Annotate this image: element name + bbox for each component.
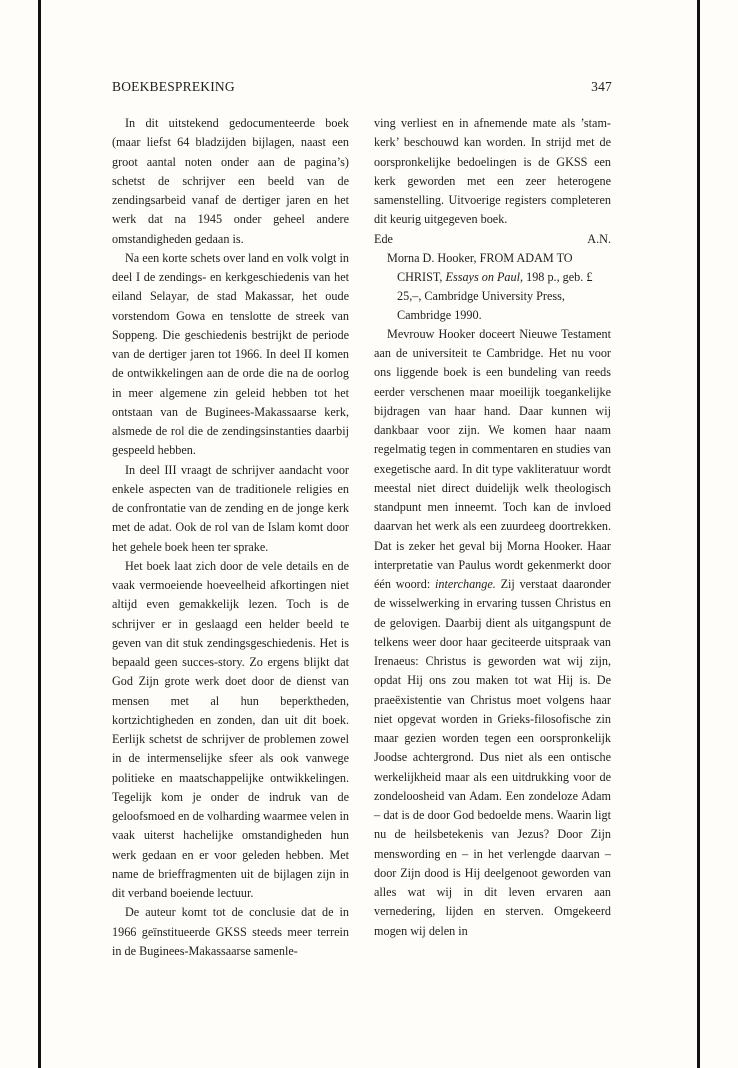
page-number: 347 <box>591 79 612 94</box>
book-subtitle: Essays on Paul, <box>445 269 524 284</box>
review-text-part1: Mevrouw Hooker doceert Nieuwe Testament aan de universiteit te Cambridge. Het nu voor ons liggende boek is een bundeling van reeds eerder verschenen maar moeilijk toegankelijke bijdragen van haar hand. Daar kunnen wij dankbaar voor zijn. We komen haar naam regelmatig tegen in commentaren en studies van exegetische aard. In dit type vakliteratuur wordt meestal niet direct duidelijk welk theologisch standpunt men inneemt. Toch kan de invloed daarvan het werk als een zuurdeeg doortrekken. Dat is zeker het geval bij Morna Hooker. Haar interpretatie van Paulus wordt gekenmerkt door één woord: <box>374 326 611 591</box>
review-text-part2: Zij verstaat daaronder de wisselwerking in ervaring tussen Christus en de gelovigen. Daarbij dient als uitgangspunt de telkens weer door haar geciteerde uitspraak van Irenaeus: Christus is geworden wat wij zijn, opdat Hij ons zou maken tot wat Hij is. De praeëxistentie van Christus moet volgens haar niet opgevat worden in Grieks-filosofische zin maar gezien worden tegen een oorspronkelijk Joodse achtergrond. Dus niet als een ontische werkelijkheid maar als een uitdrukking voor de zondeloosheid van Adam. Een zondeloze Adam – dat is de door God bedoelde mens. Waarin ligt nu de heilsbetekenis van Jezus? Door Zijn menswording en – in het verlengde daarvan – door Zijn dood is Hij deelgenoot geworden van alles wat wij in dit leven ervaren aan vernedering, lijden en sterven. Omgekeerd mogen wij delen in <box>374 577 611 938</box>
paragraph-review-hooker <box>374 325 611 941</box>
scan-left-edge <box>38 0 41 1068</box>
paragraph-intro: In dit uitstekend gedocumenteerde boek (maar liefst 64 bladzijden bijlagen, naast een groot aantal noten onder aan de pagina’s) schetst de schrijver een beeld van de zendingsarbeid vanaf de dertiger jaren en het werk dat na 1945 onder geheel andere omstandigheden gedaan is. <box>112 116 349 246</box>
paragraph-continuation: ving verliest en in afnemende mate als ’stam-kerk’ beschouwd kan worden. In strijd met de oorspronkelijke bedoelingen is de GKSS een kerk geworden met een zeer heterogene samenstelling. Uitvoerige registers completeren dit keurig uitgegeven boek. <box>374 116 611 227</box>
paragraph-religions: In deel III vraagt de schrijver aandacht voor enkele aspecten van de traditionele religies en de confrontatie van de zending en de jonge kerk met de adat. Ook de rol van de Islam komt door het gehele boek heen ter sprake. <box>112 462 349 554</box>
signature-place: Ede <box>374 231 393 246</box>
paragraph-assessment: Het boek laat zich door de vele details en de vaak vermoeiende hoeveelheid afkortingen niet altijd even gemakkelijk lezen. Toch is de schrijver er in geslaagd een helder beeld te geven van dit stuk zendingsgeschiedenis. Het is bepaald geen succes-story. Zo ergens blijkt dat God Zijn grote werk doet door de dienst van mensen met al hun beperktheden, kortzichtigheden en zonden, dan uit dit boek. Eerlijk schetst de schrijver de problemen zowel in de intermenselijke sfeer als ook vanwege politieke en maatschappelijke ontwikkelingen. Tegelijk kom je onder de indruk van de geloofsmoed en de volharding waarmee velen in vaak uiterst hachelijke omstandigheden hun werk gedaan en er voor geleden hebben. Met name de brieffragmenten uit de bijlagen zijn in dit verband boeiende lectuur. <box>112 558 349 900</box>
paragraph-history: Na een korte schets over land en volk volgt in deel I de zendings- en kerkgeschiedenis van het eiland Selayar, de stad Makassar, het oude vorstendom Gowa en tenslotte de streek van Soppeng. Die geschiedenis bestrijkt de periode van de dertiger jaren tot 1966. In deel II komen de ontwikkelingen aan de orde die na de oorlog in meer algemene zin geleid hebben tot het ontstaan van de Buginees-Makassaarse kerk, alsmede de rol die de zendingsinstanties daarbij gespeeld hebben. <box>112 250 349 458</box>
review-signature <box>374 230 611 249</box>
left-column <box>112 114 349 961</box>
review-keyword: interchange. <box>435 577 496 591</box>
scan-right-edge <box>697 0 700 1068</box>
signature-initials: A.N. <box>587 231 611 246</box>
right-column <box>374 114 611 941</box>
running-head <box>112 79 612 95</box>
book-details: 198 p., geb. £ 25,–, Cambridge University Press, Cambridge 1990. <box>397 269 593 322</box>
paragraph-conclusion: De auteur komt tot de conclusie dat de in 1966 geïnstitueerde GKSS steeds meer terrein in de Buginees-Makassaarse samenle- <box>112 905 349 958</box>
book-citation <box>374 249 611 325</box>
section-title: BOEKBESPREKING <box>112 79 235 94</box>
book-author-title: Morna D. Hooker, FROM ADAM TO CHRIST, <box>387 250 573 284</box>
